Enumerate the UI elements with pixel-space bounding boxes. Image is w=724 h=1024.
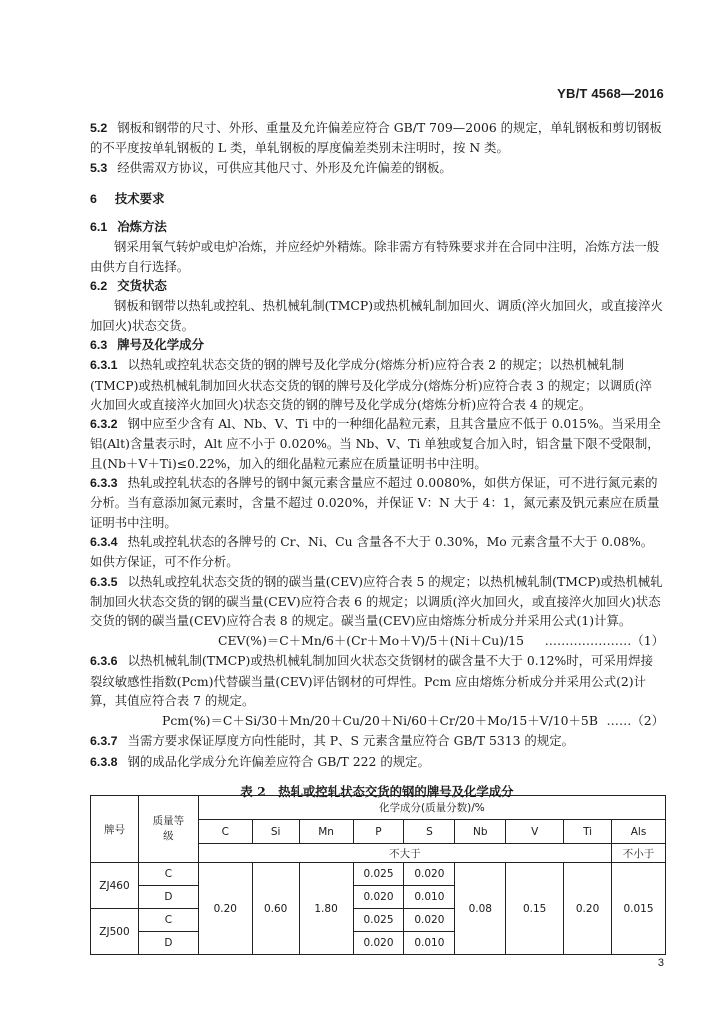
quality-cell: C xyxy=(138,863,198,886)
header-element: S xyxy=(404,820,455,844)
header-element: Mn xyxy=(299,820,353,844)
formula-1 xyxy=(90,631,664,650)
p-value: 0.020 xyxy=(353,932,404,955)
p-value: 0.020 xyxy=(353,886,404,909)
s-value: 0.010 xyxy=(404,932,455,955)
quality-cell: C xyxy=(138,909,198,932)
chemical-composition-table xyxy=(90,795,666,955)
s-value: 0.020 xyxy=(404,863,455,886)
header-element: Als xyxy=(612,820,666,844)
header-grade: 牌号 xyxy=(91,796,139,863)
header-not-less: 不小于 xyxy=(612,844,666,863)
p-value: 0.025 xyxy=(353,909,404,932)
grade-cell: ZJ500 xyxy=(91,909,139,955)
v-value: 0.15 xyxy=(506,863,564,955)
header-quality: 质量等级 xyxy=(138,796,198,863)
nb-value: 0.08 xyxy=(455,863,506,955)
c-value: 0.20 xyxy=(198,863,252,955)
clause-6-2-heading: 6.2 交货状态 xyxy=(90,278,167,294)
s-value: 0.010 xyxy=(404,886,455,909)
formula-1-expression: CEV(%)＝C＋Mn/6＋(Cr＋Mo＋V)/5＋(Ni＋Cu)/15 xyxy=(218,633,524,649)
header-element: V xyxy=(506,820,564,844)
clause-6-3-3: 6.3.3 热轧或控轧状态的各牌号的钢中氮元素含量应不超过 0.0080%，如供方保证，可不进行氮元素的分析。当有意添加氮元素时，含量不超过 0.020%，并保证 V：N 大于 4：1，氮元素及钒元素应在质量证明书中注明。 xyxy=(90,475,660,530)
header-element: Nb xyxy=(455,820,506,844)
header-not-greater: 不大于 xyxy=(198,844,611,863)
clause-6-3-1: 6.3.1 以热轧或控轧状态交货的钢的牌号及化学成分(熔炼分析)应符合表 2 的规定；以热机械轧制(TMCP)或热机械轧制加回火状态交货的钢的牌号及化学成分(熔炼分析)应符合表 3 的规定；以调质(淬火加回火或直接淬火加回火)状态交货的钢的牌号及化学成分(熔炼分析)应符合表 4 的规定。 xyxy=(90,357,652,412)
clause-5-3: 5.3 经供需双方协议，可供应其他尺寸、外形及允许偏差的钢板。 xyxy=(90,159,452,175)
quality-cell: D xyxy=(138,932,198,955)
clause-6-3-6: 6.3.6 以热机械轧制(TMCP)或热机械轧制加回火状态交货钢材的碳含量不大于 0.12%时，可采用焊接裂纹敏感性指数(Pcm)代替碳当量(CEV)评估钢材的可焊性。Pcm 应由熔炼分析成分并采用公式(2)计算，其值应符合表 7 的规定。 xyxy=(90,653,653,709)
header-element: Si xyxy=(252,820,299,844)
formula-2 xyxy=(90,711,664,730)
s-value: 0.020 xyxy=(404,909,455,932)
table-row xyxy=(91,863,666,886)
standard-code: YB/T 4568—2016 xyxy=(557,86,664,101)
clause-6-2-text: 钢板和钢带以热轧或控轧、热机械轧制(TMCP)或热机械轧制加回火、调质(淬火加回火，或直接淬火加回火)状态交货。 xyxy=(90,298,663,333)
clause-6-3-8: 6.3.8 钢的成品化学成分允许偏差应符合 GB/T 222 的规定。 xyxy=(90,753,430,769)
clause-6-3-7: 6.3.7 当需方要求保证厚度方向性能时，其 P、S 元素含量应符合 GB/T 5313 的规定。 xyxy=(90,733,574,749)
clause-6-3-heading: 6.3 牌号及化学成分 xyxy=(90,336,204,352)
table-2-title: 表 2 热轧或控轧状态交货的钢的牌号及化学成分 xyxy=(240,783,514,799)
clause-5-2: 5.2 钢板和钢带的尺寸、外形、重量及允许偏差应符合 GB/T 709—2006 的规定，单轧钢板和剪切钢板的不平度按单轧钢板的 L 类，单轧钢板的厚度偏差类别未注明时，按 N 类。 xyxy=(90,120,662,156)
header-chem-composition: 化学成分(质量分数)/% xyxy=(198,796,665,820)
formula-1-number: …………………（1） xyxy=(544,633,664,649)
clause-6-3-2: 6.3.2 钢中应至少含有 Al、Nb、V、Ti 中的一种细化晶粒元素，且其含量应不低于 0.015%。当采用全铝(Alt)含量表示时，Alt 应不小于 0.020%。当 Nb、V、Ti 单独或复合加入时，铝含量下限不受限制，且(Nb＋V＋Ti)≤0.22%，加入的细化晶粒元素应在质量证明书中注明。 xyxy=(90,416,661,471)
grade-cell: ZJ460 xyxy=(91,863,139,909)
page-number: 3 xyxy=(657,957,664,969)
als-value: 0.015 xyxy=(612,863,666,955)
section-6-heading: 6 技术要求 xyxy=(90,190,165,206)
clause-6-3-5: 6.3.5 以热轧或控轧状态交货的钢的碳当量(CEV)应符合表 5 的规定；以热机械轧制(TMCP)或热机械轧制加回火状态交货的钢的碳当量(CEV)应符合表 6 的规定；以调质(淬火加回火，或直接淬火加回火)状态交货的钢的碳当量(CEV)应符合表 8 的规定。碳当量(CEV)应由熔炼分析成分并采用公式(1)计算。 xyxy=(90,573,663,629)
si-value: 0.60 xyxy=(252,863,299,955)
quality-cell: D xyxy=(138,886,198,909)
clause-6-3-4: 6.3.4 热轧或控轧状态的各牌号的 Cr、Ni、Cu 含量各不大于 0.30%，Mo 元素含量不大于 0.08%。如供方保证，可不作分析。 xyxy=(90,533,654,570)
mn-value: 1.80 xyxy=(299,863,353,955)
ti-value: 0.20 xyxy=(564,863,612,955)
formula-2-expression: Pcm(%)＝C＋Si/30＋Mn/20＋Cu/20＋Ni/60＋Cr/20＋Mo/15＋V/10＋5B xyxy=(162,713,598,729)
clause-6-1-text: 钢采用氧气转炉或电炉冶炼，并应经炉外精炼。除非需方有特殊要求并在合同中注明，冶炼方法一般由供方自行选择。 xyxy=(90,239,660,274)
clause-6-1-heading: 6.1 冶炼方法 xyxy=(90,219,167,235)
body-text xyxy=(90,118,664,809)
header-element: Ti xyxy=(564,820,612,844)
p-value: 0.025 xyxy=(353,863,404,886)
header-element: P xyxy=(353,820,404,844)
header-element: C xyxy=(198,820,252,844)
formula-2-number: ……（2） xyxy=(606,713,664,729)
